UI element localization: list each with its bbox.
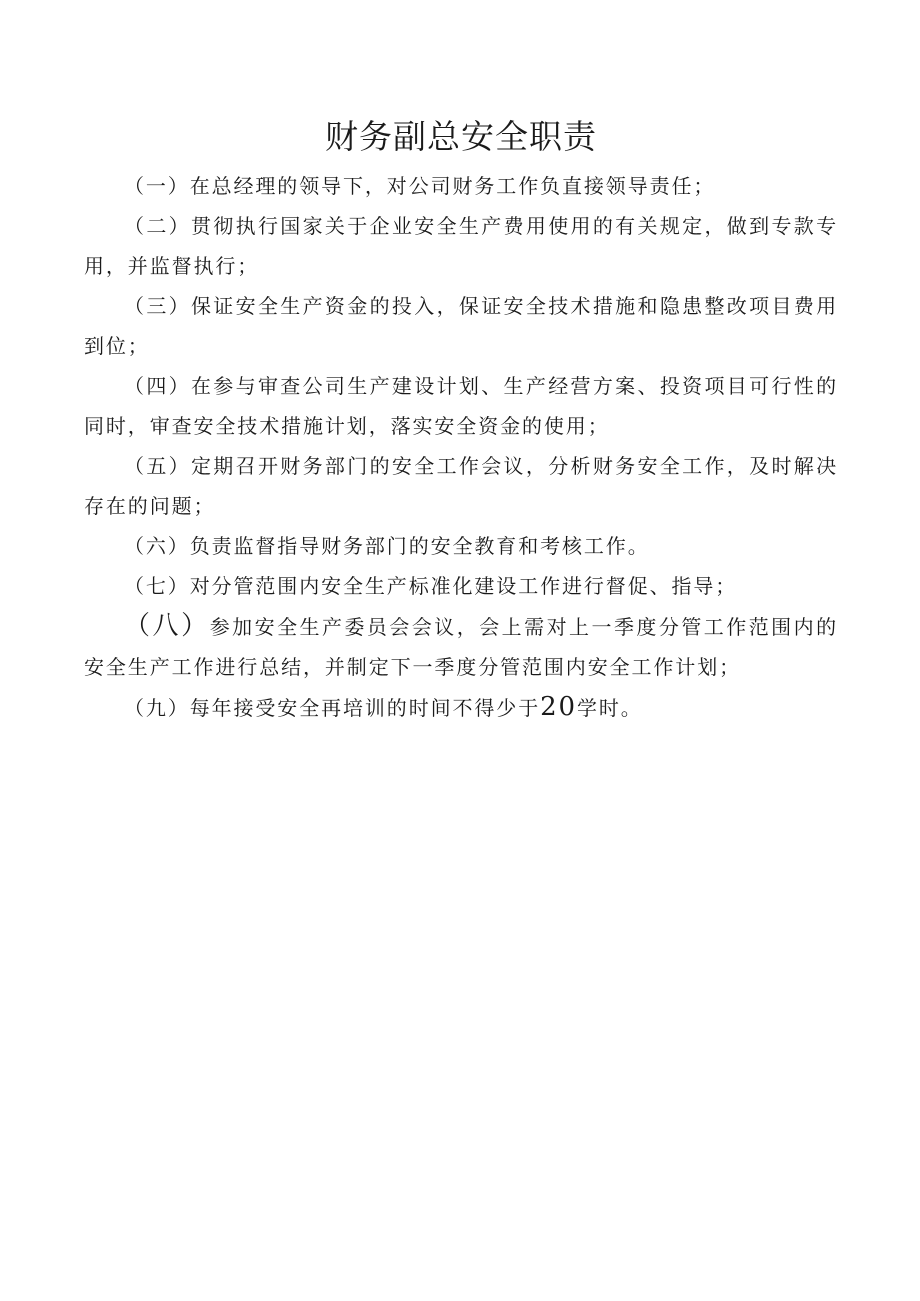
- clause-list: [84, 166, 838, 728]
- clause-text: 每年接受安全再培训的时间不得少于: [189, 696, 541, 720]
- clause-5: [84, 446, 838, 526]
- clause-number: （三）: [124, 294, 191, 318]
- clause-text: 对分管范围内安全生产标准化建设工作进行督促、指导；: [189, 574, 738, 598]
- clause-text: 在总经理的领导下，对公司财务工作负直接领导责任；: [189, 174, 716, 198]
- clause-text: 负责监督指导财务部门的安全教育和考核工作。: [189, 534, 650, 558]
- clause-number: （七）: [124, 574, 190, 598]
- clause-number: （一）: [124, 174, 190, 198]
- clause-number: （九）: [124, 696, 190, 720]
- clause-number: （六）: [124, 534, 190, 558]
- clause-8: [84, 606, 838, 687]
- clause-7: [84, 566, 838, 606]
- training-hours-value: 20: [540, 692, 577, 722]
- clause-9: [84, 687, 838, 728]
- clause-text: 保证安全生产资金的投入，保证安全技术措施和隐患整改项目费用到位；: [84, 294, 838, 358]
- clause-text: 定期召开财务部门的安全工作会议，分析财务安全工作，及时解决存在的问题；: [84, 454, 838, 518]
- clause-number: （五）: [124, 454, 191, 478]
- clause-text: 在参与审查公司生产建设计划、生产经营方案、投资项目可行性的同时，审查安全技术措施计划，落实安全资金的使用；: [84, 374, 838, 438]
- clause-4: [84, 366, 838, 446]
- clause-6: [84, 526, 838, 566]
- clause-1: [84, 166, 838, 206]
- clause-text: 参加安全生产委员会会议，会上需对上一季度分管工作范围内的安全生产工作进行总结，并制定下一季度分管范围内安全工作计划；: [84, 615, 838, 679]
- clause-text: 贯彻执行国家关于企业安全生产费用使用的有关规定，做到专款专用，并监督执行；: [84, 214, 838, 278]
- document-title: 财务副总安全职责: [325, 117, 597, 156]
- clause-text-tail: 学时。: [577, 696, 643, 720]
- clause-2: [84, 206, 838, 286]
- clause-number: （四）: [124, 374, 191, 398]
- clause-number: （八）: [124, 611, 210, 641]
- clause-3: [84, 286, 838, 366]
- clause-number: （二）: [124, 214, 191, 238]
